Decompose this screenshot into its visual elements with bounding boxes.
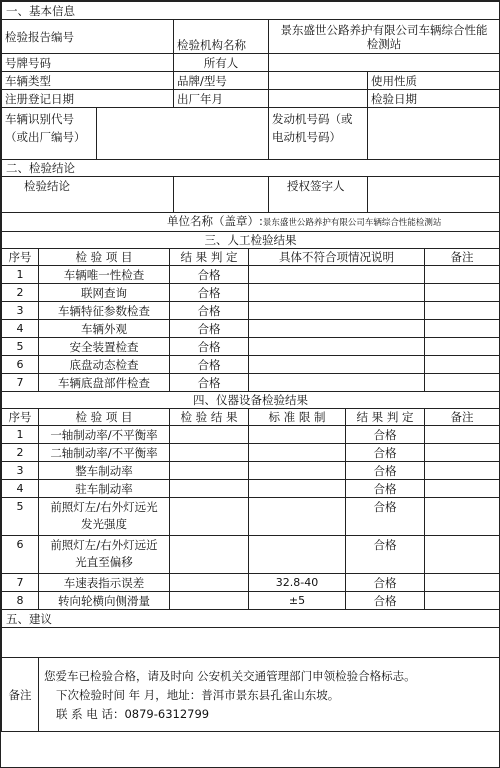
row-detail bbox=[249, 374, 425, 392]
row-limit bbox=[249, 536, 346, 574]
mfg-date-value bbox=[269, 90, 368, 108]
row-value bbox=[170, 444, 249, 462]
table-row bbox=[2, 338, 500, 356]
plate-label: 号牌号码 bbox=[2, 54, 174, 72]
manual-header-remark: 备注 bbox=[425, 249, 500, 266]
row-limit bbox=[249, 426, 346, 444]
row-no: 5 bbox=[2, 338, 39, 356]
row-no: 7 bbox=[2, 574, 39, 592]
row-no: 1 bbox=[2, 266, 39, 284]
instrument-header-item: 检 验 项 目 bbox=[39, 409, 170, 426]
row-value bbox=[170, 592, 249, 610]
inspect-date-label: 检验日期 bbox=[368, 90, 500, 108]
engine-value bbox=[368, 108, 500, 160]
notes-line3: 联 系 电 话：0879-6312799 bbox=[56, 706, 210, 721]
row-limit bbox=[249, 444, 346, 462]
manual-table bbox=[1, 231, 500, 392]
result-value bbox=[174, 177, 269, 213]
row-no: 6 bbox=[2, 536, 39, 574]
row-result: 合格 bbox=[170, 302, 249, 320]
row-result: 合格 bbox=[170, 338, 249, 356]
table-row bbox=[2, 574, 500, 592]
instrument-table bbox=[1, 391, 500, 610]
row-item: 转向轮横向侧滑量 bbox=[39, 592, 170, 610]
table-row bbox=[2, 356, 500, 374]
vehicle-type-label: 车辆类型 bbox=[2, 72, 174, 90]
row-no: 4 bbox=[2, 320, 39, 338]
manual-header-detail: 具体不符合项情况说明 bbox=[249, 249, 425, 266]
manual-header-result: 结 果 判 定 bbox=[170, 249, 249, 266]
table-row bbox=[2, 536, 500, 574]
row-item: 一轴制动率/不平衡率 bbox=[39, 426, 170, 444]
row-result: 合格 bbox=[346, 592, 425, 610]
row-item bbox=[39, 498, 170, 536]
row-limit bbox=[249, 498, 346, 536]
row-remark bbox=[425, 338, 500, 356]
row-value bbox=[170, 498, 249, 536]
table-row bbox=[2, 480, 500, 498]
table-row bbox=[2, 444, 500, 462]
use-nature-label: 使用性质 bbox=[368, 72, 500, 90]
instrument-header-result: 结 果 判 定 bbox=[346, 409, 425, 426]
brand-value bbox=[269, 72, 368, 90]
conclusion-table bbox=[1, 159, 500, 232]
signer-label: 授权签字人 bbox=[269, 177, 368, 213]
row-no: 6 bbox=[2, 356, 39, 374]
row-value bbox=[170, 480, 249, 498]
table-row bbox=[2, 374, 500, 392]
report-no-label: 检验报告编号 bbox=[2, 20, 174, 54]
row-value bbox=[170, 426, 249, 444]
row-item: 车辆底盘部件检查 bbox=[39, 374, 170, 392]
result-label: 检验结论 bbox=[2, 177, 174, 213]
row-item: 车辆特征参数检查 bbox=[39, 302, 170, 320]
row-item: 安全装置检查 bbox=[39, 338, 170, 356]
row-remark bbox=[425, 284, 500, 302]
row-limit bbox=[249, 462, 346, 480]
row-value bbox=[170, 574, 249, 592]
notes-label: 备注 bbox=[2, 658, 39, 732]
row-result: 合格 bbox=[170, 266, 249, 284]
instrument-header-limit: 标 准 限 制 bbox=[249, 409, 346, 426]
notes-line2: 下次检验时间 年 月，地址：普洱市景东县孔雀山东坡。 bbox=[56, 687, 340, 702]
instrument-header-remark: 备注 bbox=[425, 409, 500, 426]
row-remark bbox=[425, 374, 500, 392]
row-item: 车辆外观 bbox=[39, 320, 170, 338]
notes-content bbox=[39, 658, 500, 732]
agency-value-line2: 检测站 bbox=[366, 36, 402, 51]
unit-value: 景东盛世公路养护有限公司车辆综合性能检测站 bbox=[262, 218, 442, 228]
vin-label-line2: （或出厂编号） bbox=[5, 130, 86, 144]
row-item-line2: 光直至偏移 bbox=[75, 555, 133, 569]
row-detail bbox=[249, 320, 425, 338]
row-item: 联网查询 bbox=[39, 284, 170, 302]
table-row bbox=[2, 302, 500, 320]
section-conclusion-title: 二、检验结论 bbox=[2, 160, 500, 177]
section-instrument-title: 四、仪器设备检验结果 bbox=[2, 392, 500, 409]
row-detail bbox=[249, 266, 425, 284]
row-result: 合格 bbox=[346, 574, 425, 592]
unit-row bbox=[2, 213, 500, 232]
row-result: 合格 bbox=[346, 498, 425, 536]
row-limit bbox=[249, 480, 346, 498]
row-no: 3 bbox=[2, 302, 39, 320]
row-remark bbox=[425, 266, 500, 284]
vin-value bbox=[97, 108, 269, 160]
row-result: 合格 bbox=[170, 356, 249, 374]
table-row bbox=[2, 426, 500, 444]
row-item: 驻车制动率 bbox=[39, 480, 170, 498]
row-detail bbox=[249, 356, 425, 374]
row-no: 4 bbox=[2, 480, 39, 498]
suggest-table bbox=[1, 609, 500, 732]
row-item: 底盘动态检查 bbox=[39, 356, 170, 374]
engine-label bbox=[269, 108, 368, 160]
reg-date-label: 注册登记日期 bbox=[2, 90, 174, 108]
row-remark bbox=[425, 356, 500, 374]
row-result: 合格 bbox=[170, 284, 249, 302]
row-result: 合格 bbox=[346, 426, 425, 444]
engine-label-line2: 电动机号码） bbox=[272, 130, 341, 144]
manual-header-no: 序号 bbox=[2, 249, 39, 266]
row-no: 7 bbox=[2, 374, 39, 392]
row-item-line1: 前照灯左/右外灯远近 bbox=[50, 538, 158, 552]
section-manual-title: 三、人工检验结果 bbox=[2, 232, 500, 249]
row-remark bbox=[425, 426, 500, 444]
row-no: 2 bbox=[2, 284, 39, 302]
row-limit: 32.8-40 bbox=[249, 574, 346, 592]
table-row bbox=[2, 320, 500, 338]
row-no: 3 bbox=[2, 462, 39, 480]
agency-label: 检验机构名称 bbox=[174, 20, 269, 54]
row-item-line1: 前照灯左/右外灯远光 bbox=[50, 500, 158, 514]
mfg-date-label: 出厂年月 bbox=[174, 90, 269, 108]
row-remark bbox=[425, 480, 500, 498]
row-item: 整车制动率 bbox=[39, 462, 170, 480]
table-row bbox=[2, 284, 500, 302]
basic-info-table bbox=[1, 1, 500, 160]
row-item: 车辆唯一性检查 bbox=[39, 266, 170, 284]
row-remark bbox=[425, 536, 500, 574]
table-row bbox=[2, 462, 500, 480]
row-no: 5 bbox=[2, 498, 39, 536]
signer-value bbox=[368, 177, 500, 213]
row-result: 合格 bbox=[346, 480, 425, 498]
row-value bbox=[170, 462, 249, 480]
row-item: 车速表指示误差 bbox=[39, 574, 170, 592]
row-item bbox=[39, 536, 170, 574]
row-result: 合格 bbox=[170, 374, 249, 392]
row-no: 8 bbox=[2, 592, 39, 610]
row-remark bbox=[425, 302, 500, 320]
row-result: 合格 bbox=[346, 444, 425, 462]
vin-label bbox=[2, 108, 97, 160]
row-value bbox=[170, 536, 249, 574]
row-item: 二轴制动率/不平衡率 bbox=[39, 444, 170, 462]
suggest-content bbox=[2, 628, 500, 658]
row-result: 合格 bbox=[346, 536, 425, 574]
unit-label: 单位名称（盖章）: bbox=[167, 214, 263, 228]
row-detail bbox=[249, 284, 425, 302]
instrument-header-no: 序号 bbox=[2, 409, 39, 426]
row-remark bbox=[425, 320, 500, 338]
table-row bbox=[2, 266, 500, 284]
table-row bbox=[2, 498, 500, 536]
brand-label: 品牌/型号 bbox=[174, 72, 269, 90]
section-suggest-title: 五、建议 bbox=[2, 610, 500, 628]
row-result: 合格 bbox=[346, 462, 425, 480]
table-row bbox=[2, 592, 500, 610]
row-remark bbox=[425, 462, 500, 480]
notes-line1: 您爱车已检验合格，请及时向 公安机关交通管理部门申领检验合格标志。 bbox=[44, 668, 416, 683]
vin-label-line1: 车辆识别代号 bbox=[5, 112, 74, 126]
owner-value bbox=[269, 54, 500, 72]
row-no: 2 bbox=[2, 444, 39, 462]
row-result: 合格 bbox=[170, 320, 249, 338]
instrument-header-value: 检 验 结 果 bbox=[170, 409, 249, 426]
engine-label-line1: 发动机号码（或 bbox=[272, 112, 353, 126]
row-limit: ±5 bbox=[249, 592, 346, 610]
owner-label: 所有人 bbox=[174, 54, 269, 72]
row-remark bbox=[425, 498, 500, 536]
manual-header-item: 检 验 项 目 bbox=[39, 249, 170, 266]
section-basic-title: 一、基本信息 bbox=[2, 2, 500, 20]
row-remark bbox=[425, 574, 500, 592]
row-remark bbox=[425, 592, 500, 610]
row-detail bbox=[249, 302, 425, 320]
row-remark bbox=[425, 444, 500, 462]
agency-value bbox=[269, 20, 500, 54]
row-detail bbox=[249, 338, 425, 356]
row-no: 1 bbox=[2, 426, 39, 444]
agency-value-line1: 景东盛世公路养护有限公司车辆综合性能 bbox=[280, 22, 488, 37]
row-item-line2: 发光强度 bbox=[81, 517, 127, 531]
